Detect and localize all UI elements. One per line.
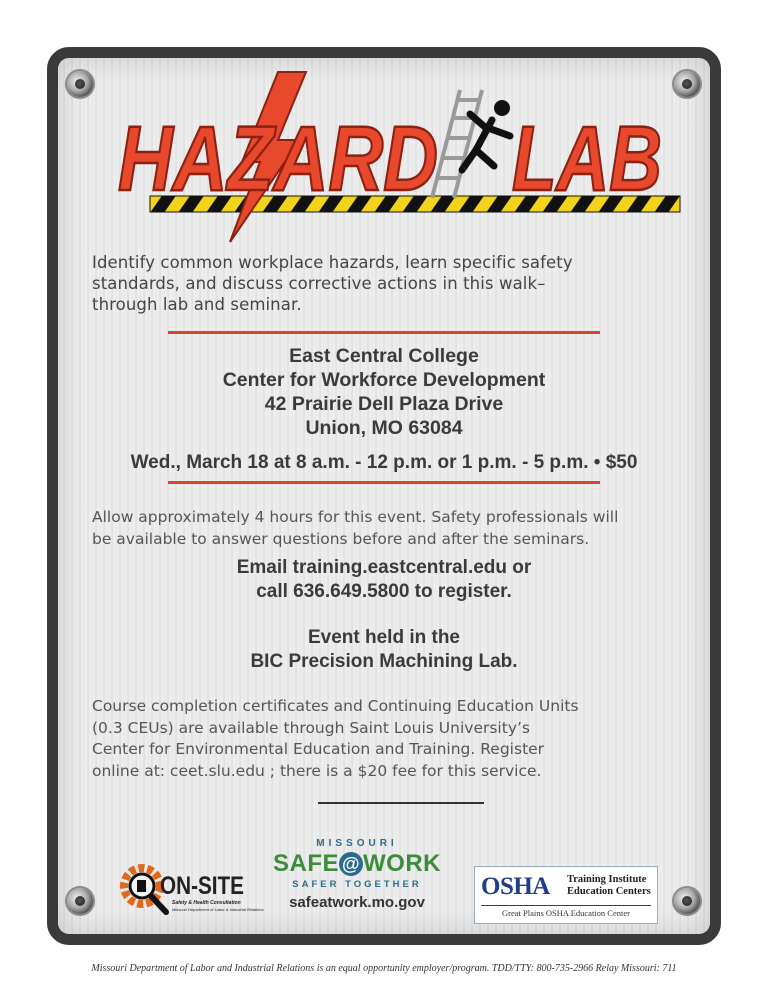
short-divider: [318, 802, 484, 804]
divider-bottom: [168, 481, 600, 484]
onsite-logo: [116, 860, 264, 930]
osha-center: Great Plains OSHA Education Center: [502, 908, 630, 918]
osha-rule: [481, 905, 651, 906]
register-email-link[interactable]: Email training.eastcentral.edu or: [236, 557, 532, 578]
osha-word: OSHA: [481, 873, 550, 900]
intro-paragraph: [92, 252, 652, 315]
venue-center: Center for Workforce Development: [222, 369, 546, 391]
cert-line: (0.3 CEUs) are available through Saint Louis University’s: [92, 718, 530, 737]
ladder-icon: [432, 90, 482, 198]
venue-city: Union, MO 63084: [305, 417, 463, 439]
onsite-tagline: Safety & Health Consultation: [172, 900, 241, 906]
event-date-price: Wed., March 18 at 8 a.m. - 12 p.m. or 1 p.m. - 5 p.m. • $50: [130, 452, 638, 473]
certificate-paragraph: [92, 696, 682, 782]
osha-title: [567, 874, 651, 898]
footer-disclaimer: Missouri Department of Labor and Industrial Relations is an equal opportunity employer/program. TDD/TTY: 800-735-2966 Relay Missouri: 711: [91, 963, 677, 974]
osha-title-line2: Education Centers: [567, 886, 651, 897]
duration-line: be available to answer questions before and after the seminars.: [92, 530, 590, 548]
bolt-bottom-right-icon: [674, 888, 700, 914]
cert-line: Center for Environmental Education and Training. Register: [92, 740, 545, 758]
location-lab: BIC Precision Machining Lab.: [250, 651, 518, 672]
venue-college: East Central College: [289, 345, 479, 367]
duration-line: Allow approximately 4 hours for this event. Safety professionals will: [92, 508, 619, 526]
location-block: [110, 626, 658, 674]
register-block: [110, 556, 658, 604]
hazard-lab-logo: [110, 70, 690, 250]
bolt-top-left-icon: [67, 71, 93, 97]
safe-brand-left: SAFE: [273, 850, 340, 877]
bolt-bottom-left-icon: [67, 888, 93, 914]
at-sign-icon: @: [339, 852, 363, 876]
safe-brand: [268, 851, 446, 877]
register-phone: call 636.649.5800 to register.: [256, 581, 512, 602]
divider-top: [168, 331, 600, 334]
logo-hazard-text: HAZARD: [118, 108, 438, 210]
osha-logo: [474, 866, 658, 924]
venue-block: [110, 344, 658, 440]
venue-street: 42 Prairie Dell Plaza Drive: [264, 393, 504, 415]
onsite-word: ON-SITE: [160, 872, 244, 900]
location-line: Event held in the: [307, 627, 461, 648]
intro-line: through lab and seminar.: [92, 295, 302, 314]
safe-brand-right: WORK: [363, 850, 441, 877]
safe-state: MISSOURI: [316, 838, 398, 849]
intro-line: standards, and discuss corrective actions in this walk–: [92, 274, 546, 293]
osha-title-line1: Training Institute: [567, 874, 647, 885]
safe-tagline: SAFER TOGETHER: [292, 879, 422, 890]
logo-lab-text: LAB: [512, 108, 662, 210]
onsite-sub: Missouri Department of Labor & Industrial Relations: [172, 907, 264, 912]
safe-url-link[interactable]: safeatwork.mo.gov: [289, 894, 425, 911]
intro-line: Identify common workplace hazards, learn specific safety: [92, 253, 573, 272]
duration-note: [92, 506, 682, 550]
cert-line-link[interactable]: online at: ceet.slu.edu ; there is a $20 fee for this service.: [92, 761, 542, 780]
safeatwork-logo: [268, 832, 446, 924]
cert-line: Course completion certificates and Continuing Education Units: [92, 697, 579, 715]
